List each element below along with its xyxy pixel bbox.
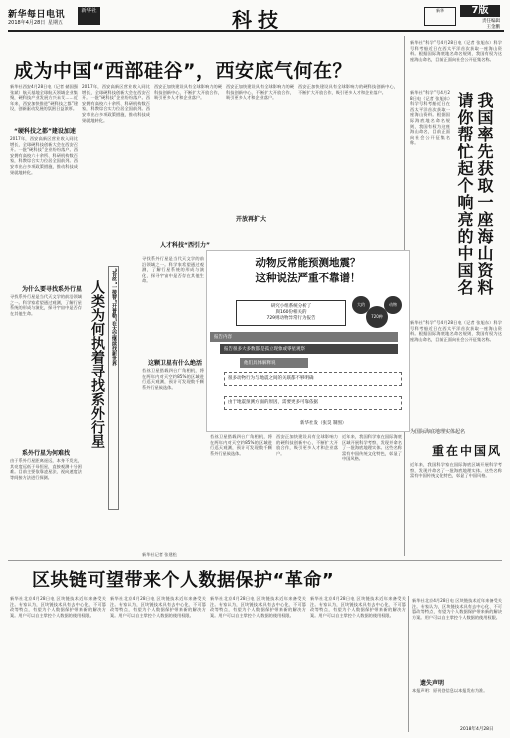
- bottom-col-1: 新华社北京4月28日电 区块链技术近年来备受关注。专家认为，区块链技术具有去中心化、不可篡改等特点，有望为个人数据保护带来新的解决方案。用户可以自主掌控个人数据的使用权限。: [10, 596, 106, 618]
- subhead-6: 开放再扩大: [236, 216, 267, 223]
- paper-name: 新华每日电讯: [8, 10, 66, 20]
- lower-col-3: 近年来，我国科学家在国际海底区域开展科学考察，发现并命名了一批海底地理实体。这些名称富有中国传统文化特色，彰显了中国风格。: [342, 434, 402, 462]
- infographic-byline: 新华社发（张昊 制图）: [300, 421, 347, 426]
- notice-title: 遗失声明: [420, 680, 445, 687]
- xinhua-logo: 新华社: [78, 7, 100, 25]
- zhongguofeng-title: 重在中国风: [432, 444, 503, 458]
- middle-feature-tag: “苔丝”一接替“开普勒”在太空继续找新世界: [108, 266, 119, 510]
- subhead-5: 人才科技“西引力”: [160, 242, 210, 249]
- notice-preface: 新华社北京4月28日电 区块链技术近年来备受关注。专家认为，区块链技术具有去中心化、不可篡改等特点，有望为个人数据保护带来新的解决方案。用户可以自主掌控个人数据的使用权限。: [412, 598, 502, 620]
- bottom-divider: [8, 560, 502, 561]
- paper-date: 2018年4月28日: [8, 20, 46, 26]
- subhead-2: 为什么要寻找系外行星: [22, 286, 83, 293]
- page-badge: 新华: [424, 7, 456, 26]
- infographic-band-1: 报告内容: [210, 332, 398, 342]
- subhead-4: 这颗卫星有什么绝活: [148, 360, 203, 367]
- section-title: 科技: [232, 8, 284, 32]
- body-2: 寻找系外行星是当代天文学的前沿领域之一。科学家希望通过观测，了解行星系统的形成与演化，探寻宇宙中是否存在其他生命。: [10, 294, 82, 316]
- infographic-stat-box: 研究小组系统分析了 與160份相关的 729则动物异常行为报告: [236, 300, 346, 326]
- main-headline: 成为中国“西部硅谷”，西安底气何在？: [14, 60, 352, 82]
- bottom-col-4: 新华社北京4月28日电 区块链技术近年来备受关注。专家认为，区块链技术具有去中心化、不可篡改等特点，有望为个人数据保护带来新的解决方案。用户可以自主掌控个人数据的使用权限。: [310, 596, 406, 618]
- main-body-1: 2017年，西安高新区营业收入同比增长，全球硬科技创新大会在西安召开。一批“硬科技”企业纷纷落户。西安拥有高校六十余所、科研机构数百家，科教综合实力位居全国前列。西安市出台多项政策措施，推动科技成果就地转化。: [10, 136, 78, 175]
- subhead-3: 系外行星为何难找: [22, 450, 71, 457]
- notice-body: 本报声明：原刊登信息以本报发布为准。: [412, 688, 488, 693]
- bottom-col-2: 新华社北京4月28日电 区块链技术近年来备受关注。专家认为，区块链技术具有去中心化、不可篡改等特点，有望为个人数据保护带来新的解决方案。用户可以自主掌控个人数据的使用权限。: [110, 596, 206, 618]
- page-editor: 责任编辑 王金鹏: [482, 19, 500, 30]
- infographic-note-2: 由于地震预测方面的原因，需要更多可靠依据: [224, 396, 402, 410]
- subhead-1: “硬科技之都”建设加速: [14, 128, 76, 135]
- zhongguofeng-kicker: 为国际海底地理实体起名: [410, 429, 466, 435]
- bottom-headline: 区块链可望带来个人数据保护“革命”: [32, 570, 335, 591]
- infographic-note-1: 很多动物行为与地震之间的关联都不够明确: [224, 372, 402, 386]
- infographic-band-3: 他们具体解释说: [240, 358, 308, 368]
- right-feature-body: 新华社“科学”号4月28日电（记者 张旭东）科学号科考船近日在西太平洋首次获取一座海山资料。根据国际海底地名命名规则，我国有权为这座海山命名，目前正面向社会公开征集名称。: [410, 90, 450, 146]
- middle-body-2: 苔丝卫星搭载四台广角相机，将在两年内对天空约85%的区域进行巡天观测，预计可发现数千颗系外行星候选体。: [142, 368, 204, 390]
- right-feature-body-2: 新华社“科学”号4月28日电（记者 张旭东）科学号科考船近日在西太平洋首次获取一座海山资料。根据国际海底地名命名规则，我国有权为这座海山命名，目前正面向社会公开征集名称。: [410, 320, 502, 342]
- middle-byline: 新华社记者 张建松: [142, 552, 177, 557]
- paper-weekday: 星期五: [48, 20, 64, 26]
- body-3: 由于系外行星距离遥远，本身不发光，其亮度远低于母恒星，直接观测十分困难。目前主要依靠凌星法、视向速度法等间接方法进行探测。: [10, 458, 82, 480]
- zhongguofeng-body: 近年来，我国科学家在国际海底区域开展科学考察，发现并命名了一批海底地理实体。这些名称富有中国传统文化特色，彰显了中国风格。: [410, 462, 502, 479]
- main-col-4: 西安正加快建设具有全球影响力的硬科技创新中心，不断扩大开放合作，吸引更多人才和企业落户。: [226, 84, 294, 101]
- main-col-2: 2017年，西安高新区营业收入同比增长，全球硬科技创新大会在西安召开。一批“硬科技”企业纷纷落户。西安拥有高校六十余所、科研机构数百家，科教综合实力位居全国前列。西安市出台多项政策措施，推动科技成果就地转化。: [82, 84, 150, 123]
- bubble-1: 大约: [352, 296, 370, 314]
- lower-col-1: 苔丝卫星搭载四台广角相机，将在两年内对天空约85%的区域进行巡天观测，预计可发现数千颗系外行星候选体。: [210, 434, 272, 456]
- middle-body-1: 寻找系外行星是当代天文学的前沿领域之一。科学家希望通过观测，了解行星系统的形成与演化，探寻宇宙中是否存在其他生命。: [142, 256, 204, 284]
- middle-feature-title: 人类为何执着寻找系外行星: [89, 280, 105, 448]
- infographic-band-2: 报告很多大多数都是孤立现象或零星观察: [220, 344, 398, 354]
- bubble-2: 720种: [366, 306, 388, 328]
- notice-divider: [408, 596, 409, 732]
- bottom-col-3: 新华社北京4月28日电 区块链技术近年来备受关注。专家认为，区块链技术具有去中心化、不可篡改等特点，有望为个人数据保护带来新的解决方案。用户可以自主掌控个人数据的使用权限。: [210, 596, 306, 618]
- notice-date: 2018年4月28日: [460, 727, 494, 732]
- lower-col-2: 西安正加快建设具有全球影响力的硬科技创新中心，不断扩大开放合作，吸引更多人才和企业落户。: [276, 434, 338, 456]
- bubble-3: 动物: [384, 296, 402, 314]
- infographic-title: 动物反常能预测地震？ 这种说法严重不靠谱！: [255, 257, 361, 284]
- main-col-5: 西安正加快建设具有全球影响力的硬科技创新中心，不断扩大开放合作，吸引更多人才和企业落户。: [298, 84, 398, 95]
- main-col-3: 西安正加快建设具有全球影响力的硬科技创新中心，不断扩大开放合作，吸引更多人才和企业落户。: [154, 84, 222, 101]
- right-feature-lead: 新华社“科学”号4月28日电（记者 张旭东）科学号科考船近日在西太平洋首次获取一座海山资料。根据国际海底地名命名规则，我国有权为这座海山命名，目前正面向社会公开征集名称。: [410, 40, 502, 62]
- main-lead: 新华社西安4月28日电（记者 储国强 张斌）航天基地全球航天领域企业集聚，硬科技产业发展方兴未艾……近年来，西安加快推进“硬科技之都”建设，创新驱动发展的氛围日益浓厚。: [10, 84, 78, 112]
- page-number: 7版: [460, 5, 500, 17]
- right-feature-title: 我国率先获取一座海山资料请你帮忙起个响亮的中国名: [455, 92, 494, 296]
